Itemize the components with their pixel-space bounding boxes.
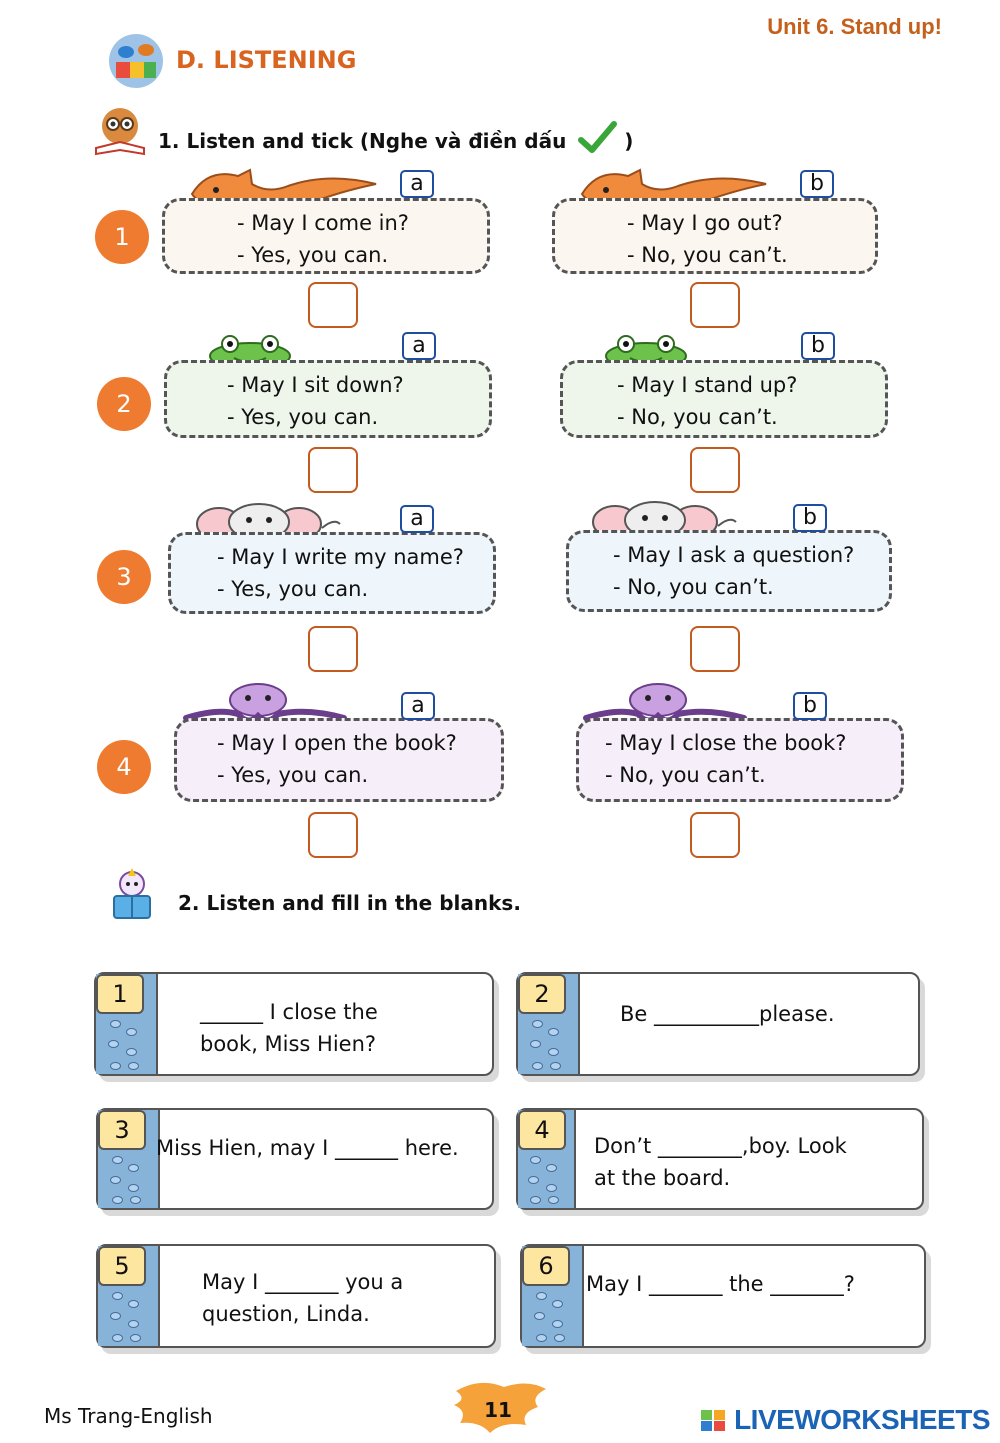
card-number: 1 <box>96 974 144 1014</box>
dialog-question: - May I come in? <box>237 211 409 235</box>
option-letter: b <box>793 504 827 532</box>
dialog-question: - May I close the book? <box>605 731 847 755</box>
dialog-card-3b <box>566 530 892 612</box>
page-number: 11 <box>484 1398 512 1422</box>
dialog-answer: - Yes, you can. <box>217 763 369 787</box>
dialog-question: - May I go out? <box>627 211 783 235</box>
tick-box-3a[interactable] <box>308 626 358 672</box>
card-number: 2 <box>518 974 566 1014</box>
dialog-question: - May I ask a question? <box>613 543 855 567</box>
dialog-answer: - Yes, you can. <box>237 243 389 267</box>
tick-box-4a[interactable] <box>308 812 358 858</box>
dialog-card-1a <box>162 198 490 274</box>
section-heading: D. LISTENING <box>176 46 357 74</box>
fill-card-6 <box>520 1244 926 1348</box>
blank-sentence-line[interactable]: Be __________please. <box>620 1002 835 1026</box>
dialog-card-1b <box>552 198 878 274</box>
exercise2-heading: 2. Listen and fill in the blanks. <box>178 891 521 915</box>
blank-sentence-line: book, Miss Hien? <box>200 1032 377 1056</box>
option-letter: a <box>401 692 435 720</box>
option-letter: b <box>800 170 834 198</box>
fill-card-1 <box>94 972 494 1076</box>
blank-sentence-line: at the board. <box>594 1166 731 1190</box>
blank-sentence-line[interactable]: Don’t ________,boy. Look <box>594 1134 847 1158</box>
brand-text: LIVEWORKSHEETS <box>734 1404 990 1435</box>
fill-card-4 <box>516 1108 924 1210</box>
dialog-question: - May I sit down? <box>227 373 404 397</box>
row-number: 4 <box>97 740 151 794</box>
tick-box-2b[interactable] <box>690 447 740 493</box>
blank-sentence-line[interactable]: May I _______ you a <box>202 1270 404 1294</box>
birds-books-icon <box>106 32 166 90</box>
fill-card-2 <box>516 972 920 1076</box>
card-sentence <box>202 1266 403 1330</box>
option-letter: a <box>402 332 436 360</box>
tick-box-4b[interactable] <box>690 812 740 858</box>
unicorn-reading-icon <box>106 866 158 922</box>
option-letter: a <box>400 505 434 533</box>
option-letter: a <box>400 170 434 198</box>
card-number: 3 <box>98 1110 146 1150</box>
dialog-card-4b <box>576 718 904 802</box>
dialog-answer: - No, you can’t. <box>613 575 774 599</box>
card-sentence <box>594 1130 847 1194</box>
dialog-answer: - No, you can’t. <box>605 763 766 787</box>
tick-icon <box>577 120 617 154</box>
row-number: 2 <box>97 377 151 431</box>
fill-card-5 <box>96 1244 496 1348</box>
card-number: 6 <box>522 1246 570 1286</box>
card-number: 5 <box>98 1246 146 1286</box>
row-number: 1 <box>95 210 149 264</box>
lw-logo-icon <box>701 1408 727 1432</box>
card-sentence <box>620 998 835 1030</box>
fill-card-3 <box>96 1108 494 1210</box>
card-sentence <box>156 1132 459 1164</box>
liveworksheets-logo[interactable] <box>701 1404 990 1436</box>
blank-sentence-line[interactable]: May I _______ the _______? <box>586 1272 855 1296</box>
dialog-question: - May I open the book? <box>217 731 457 755</box>
tick-box-1b[interactable] <box>690 282 740 328</box>
footer-author: Ms Trang-English <box>44 1404 213 1428</box>
unit-title: Unit 6. Stand up! <box>767 14 942 39</box>
exercise1-heading <box>158 120 633 154</box>
tick-box-2a[interactable] <box>308 447 358 493</box>
dialog-card-4a <box>174 718 504 802</box>
card-sentence <box>586 1268 855 1300</box>
option-letter: b <box>801 332 835 360</box>
tick-box-3b[interactable] <box>690 626 740 672</box>
owl-reading-icon <box>92 104 148 156</box>
dialog-card-2b <box>560 360 888 438</box>
tick-box-1a[interactable] <box>308 282 358 328</box>
dialog-question: - May I stand up? <box>617 373 798 397</box>
blank-sentence-line[interactable]: Miss Hien, may I ______ here. <box>156 1136 459 1160</box>
dialog-answer: - No, you can’t. <box>627 243 788 267</box>
row-number: 3 <box>97 550 151 604</box>
card-number: 4 <box>518 1110 566 1150</box>
dialog-card-2a <box>164 360 492 438</box>
exercise1-heading-text: 1. Listen and tick (Nghe và điền dấu <box>158 129 567 153</box>
dialog-question: - May I write my name? <box>217 545 464 569</box>
blank-sentence-line: question, Linda. <box>202 1302 370 1326</box>
card-sentence <box>200 996 378 1060</box>
blank-sentence-line[interactable]: ______ I close the <box>200 1000 378 1024</box>
exercise1-heading-close: ) <box>624 129 634 153</box>
dialog-answer: - Yes, you can. <box>227 405 379 429</box>
dialog-answer: - Yes, you can. <box>217 577 369 601</box>
option-letter: b <box>793 692 827 720</box>
dialog-card-3a <box>168 532 496 614</box>
dialog-answer: - No, you can’t. <box>617 405 778 429</box>
